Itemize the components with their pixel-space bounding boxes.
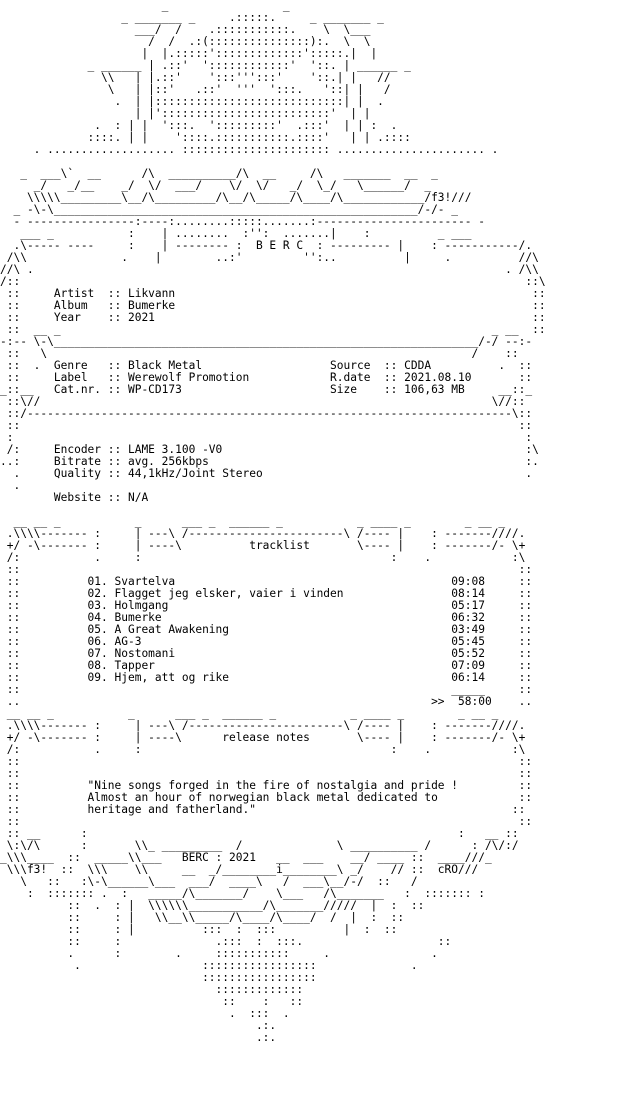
nfo-line: .\\\\------- : | ---\ /-----------------------\ /---- | : -------////. [0, 527, 526, 540]
nfo-line: . ................... :::::::::::::::::::::: ...................... . [0, 143, 499, 156]
nfo-line: _\\\____ :: _____\\___ BERC : 2021 __ ___ __/ ____ :: ____///_ [0, 851, 492, 864]
nfo-line: :: : .::: : :::. :: [0, 935, 452, 948]
nfo-line: \ :: :\-\______\___ ___/ ____\ / ___\__/-/ :: / [0, 875, 418, 888]
nfo-line: _ -\-\______________________________________________________/-/- _ [0, 203, 459, 216]
nfo-line: :: __ : : __ :: [0, 827, 519, 840]
nfo-line: __ __ _ _ ___ _ ______ _ _ ____ _ _ __ _ [0, 707, 499, 720]
nfo-line: :: :: [0, 815, 533, 828]
nfo-line: . | |::::::::::::::::::::::::::::| | . [0, 95, 384, 108]
nfo-line: ::\// \//:: [0, 395, 526, 408]
nfo-line: _ _ [0, 0, 290, 12]
nfo-line: :: . Genre :: Black Metal Source :: CDDA . :: [0, 359, 533, 372]
nfo-line: \:\/\ : \\_ _________ / \ __________ / : /\/:/ [0, 839, 519, 852]
nfo-line: __ __ _ _ ___ _ ______ _ _ ____ _ _ __ _ [0, 515, 506, 528]
nfo-line: :: 01. Svartelva 09:08 :: [0, 575, 533, 588]
nfo-line: ..: Bitrate :: avg. 256kbps :. [0, 455, 539, 468]
nfo-line: : ::::::: . : _____/\_______/ \___ /\_______ : ::::::: : [0, 887, 485, 900]
nfo-line: :: : :: [0, 995, 304, 1008]
nfo-line: ::::::::::::: [0, 983, 304, 996]
nfo-line: /\\ . | ..:' '':.. | . //\ [0, 251, 539, 264]
nfo-line: :: 08. Tapper 07:09 :: [0, 659, 533, 672]
nfo-line: ::::. | | '::::.:::::::::::.::::' | | .:::: [0, 131, 411, 144]
nfo-line: _ ___\` __ /\ __________/\ __ /\ _______ __ _ [0, 167, 438, 180]
nfo-line: ___/ / .:::::::::::. \ \___ [0, 23, 371, 36]
nfo-line: . ::: . [0, 1007, 290, 1020]
nfo-line: :: _____ :: [0, 683, 533, 696]
nfo-line: . : . ::::::::::: . . [0, 947, 438, 960]
nfo-line: :: Album :: Bumerke :: [0, 299, 546, 312]
nfo-line: .:. [0, 1031, 277, 1044]
nfo-line: :: "Nine songs forged in the fire of nostalgia and pride ! :: [0, 779, 533, 792]
nfo-line: +/ -\------- : | ----\ tracklist \---- | : -------/- \+ [0, 539, 526, 552]
nfo-line: //\ . . /\\ [0, 263, 539, 276]
nfo-line: :: Label :: Werewolf Promotion R.date :: 2021.08.10 :: [0, 371, 533, 384]
nfo-line: :: . : | \\\\\\___________/\_______///// | : :: [0, 899, 425, 912]
nfo-line: \ | |::' .::' ''' ':::. '::| | / [0, 83, 391, 96]
nfo-line: . : | | ':::. ':::::::::' .:::' | | : . [0, 119, 398, 132]
nfo-line: +/ -\------- : | ----\ release notes \---- | : -------/- \+ [0, 731, 526, 744]
nfo-line: Website :: N/A [0, 491, 149, 504]
nfo-line: .:. [0, 1019, 277, 1032]
nfo-line: :: :: [0, 419, 533, 432]
nfo-line: :: \ / :: [0, 347, 519, 360]
nfo-line: . [0, 479, 21, 492]
nfo-line: ::/------------------------------------------------------------------------\:: [0, 407, 533, 420]
nfo-line: .\----- ---- : | -------- : B E R C : --------- | : -----------/. [0, 239, 533, 252]
nfo-line: _/ _/__ _/ \/ ___/ \/ \/ _/ \_/ \______/ _ [0, 179, 432, 192]
nfo-line: :: 06. AG-3 05:45 :: [0, 635, 533, 648]
nfo-line: :: 04. Bumerke 06:32 :: [0, 611, 533, 624]
nfo-line: :: 03. Holmgang 05:17 :: [0, 599, 533, 612]
nfo-line: _::__ Cat.nr. :: WP-CD173 Size :: 106,63 MB __::_ [0, 383, 533, 396]
nfo-line: /: . : : . :\ [0, 743, 526, 756]
nfo-line: :: 09. Hjem, att og rike 06:14 :: [0, 671, 533, 684]
nfo-line: :: Almost an hour of norwegian black metal dedicated to :: [0, 791, 533, 804]
nfo-line: : : [0, 431, 533, 444]
nfo-line: :: 05. A Great Awakening 03:49 :: [0, 623, 533, 636]
nfo-line: /:: ::\ [0, 275, 546, 288]
nfo-line: - ----------------:----:........:::::.......:----------------------- - [0, 215, 485, 228]
nfo-line: ___ _ : | ........ :'': .......| : _ ___ [0, 227, 472, 240]
nfo-line: \\\f3! :: \\\ \\ __ _/________i________\ _/ // :: cRO/// [0, 863, 479, 876]
nfo-line: /: . : : . :\ [0, 551, 526, 564]
nfo-line: :: 02. Flagget jeg elsker, vaier i vinden 08:14 :: [0, 587, 533, 600]
nfo-line: .\\\\------- : | ---\ /-----------------------\ /---- | : -------////. [0, 719, 526, 732]
nfo-line: \\\\\_________\__/\_________/\__/\_____/\____/\____________/f3!/// [0, 191, 472, 204]
nfo-line: /: Encoder :: LAME 3.100 -V0 :\ [0, 443, 539, 456]
nfo-line: .. >> 58:00 .. [0, 695, 533, 708]
nfo-line: :: : | \\__\\_____/\____/\____/ / | : :: [0, 911, 405, 924]
nfo-line: ::::::::::::::::: [0, 971, 317, 984]
nfo-line: :: heritage and fatherland." :: [0, 803, 526, 816]
nfo-line: :: :: [0, 563, 533, 576]
nfo-line: :: Year :: 2021 :: [0, 311, 546, 324]
nfo-line: . Quality :: 44,1kHz/Joint Stereo . [0, 467, 533, 480]
nfo-line: \\ | |.::' ':::''':::' '::.| | // [0, 71, 391, 84]
nfo-line: :: 07. Nostomani 05:52 :: [0, 647, 533, 660]
nfo-line: _ ______ | .::' '::::::::::::' '::. | ______ _ [0, 59, 411, 72]
nfo-line: :: :: [0, 755, 533, 768]
nfo-line: | |.:::::':::::::::::::':::::.| | [0, 47, 378, 60]
nfo-line: _ _______ _ .:::::. _ _______ _ [0, 11, 384, 24]
nfo-line: . ::::::::::::::::: . [0, 959, 418, 972]
nfo-line: :: Artist :: Likvann :: [0, 287, 546, 300]
nfo-line: / / .:(:::::::::::::::):. \ \ [0, 35, 371, 48]
nfo-line: :: : | ::: : ::: | : :: [0, 923, 398, 936]
nfo-line: -:-- \-\_______________________________________________________________/-/ --:- [0, 335, 533, 348]
nfo-line: | |':::::::::::::::::::::::::' | | [0, 107, 371, 120]
nfo-line: :: __ _ _ __ :: [0, 323, 546, 336]
nfo-line: :: :: [0, 767, 533, 780]
